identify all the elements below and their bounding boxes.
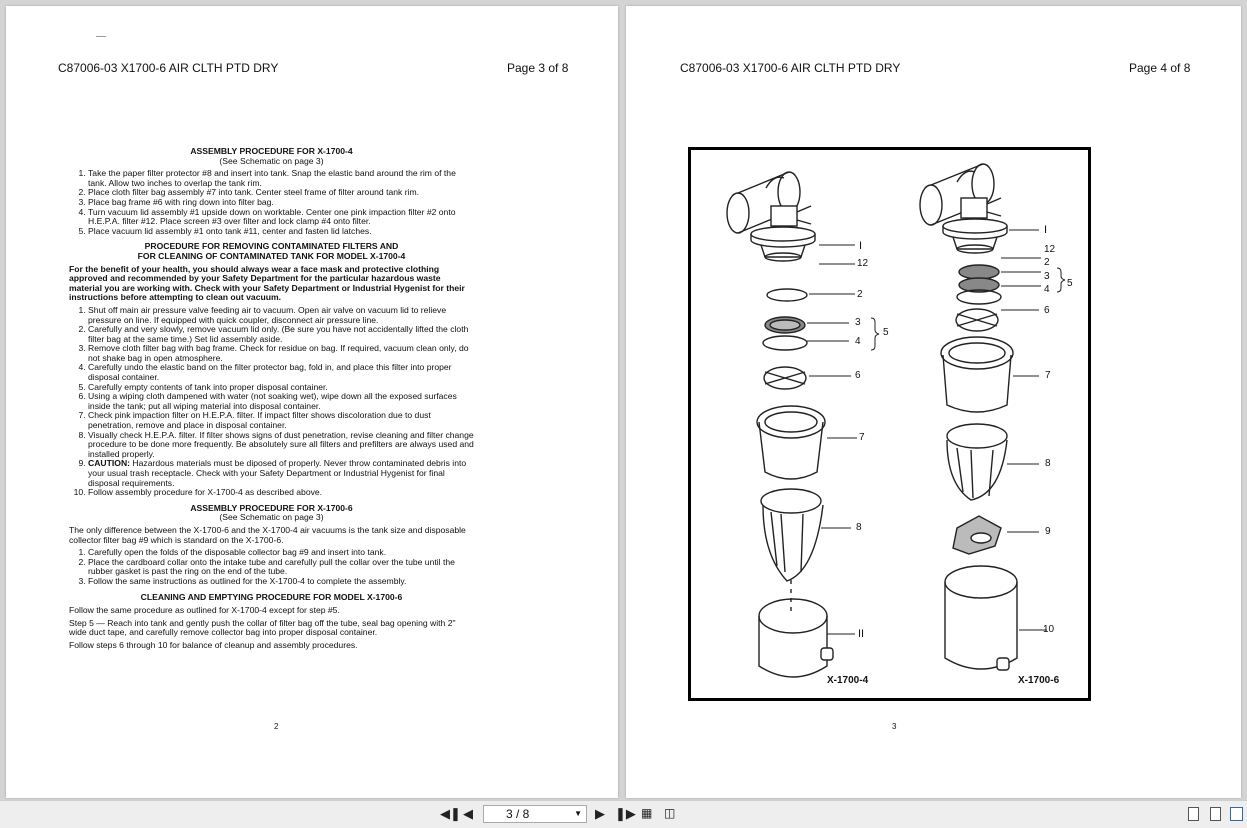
part-label-1-right: I bbox=[1044, 224, 1048, 236]
first-page-icon[interactable]: ◀❚ bbox=[440, 806, 461, 821]
list-item: 5. Carefully empty contents of tank into proper disposal container. bbox=[88, 383, 474, 393]
section-title: CLEANING AND EMPTYING PROCEDURE FOR MODEL X-1700-6 bbox=[140, 591, 403, 602]
model-label-left: X-1700-4 bbox=[827, 675, 869, 686]
vacuum-lid-assembly-right bbox=[920, 164, 1007, 253]
vacuum-lid-assembly-left bbox=[727, 172, 815, 261]
section-title: FOR CLEANING OF CONTAMINATED TANK FOR MODEL X-1700-4 bbox=[137, 250, 406, 261]
filter-protector-right bbox=[947, 424, 1007, 500]
caution-text: Hazardous materials must be diposed of properly. Never throw contaminated debris into your usual trash receptacle. Check with your Safety Department or Industrial Hygenist for final disposal requirements. bbox=[88, 458, 467, 488]
page-header-title: C87006-03 X1700-6 AIR CLTH PTD DRY bbox=[58, 61, 279, 75]
page-header-number: Page 3 of 8 bbox=[507, 61, 569, 75]
paragraph: Step 5 — Reach into tank and gently push the collar of filter bag off the tube, seal bag opening with 2" wide duct tape, and carefully remove collector bag into proper disposal container. bbox=[69, 617, 456, 638]
last-page-icon[interactable]: ❚▶ bbox=[615, 806, 636, 821]
assembly-steps-list-6 bbox=[69, 548, 474, 586]
paragraph: Follow the same procedure as outlined for X-1700-4 except for step #5. bbox=[69, 605, 340, 616]
section-title: ASSEMBLY PROCEDURE FOR X-1700-4 bbox=[190, 146, 353, 156]
part-label-2-left: 2 bbox=[857, 289, 863, 300]
page-body bbox=[69, 147, 474, 654]
part-label-12-left: 12 bbox=[857, 258, 869, 269]
part-label-5-left: 5 bbox=[883, 327, 889, 338]
viewer-toolbar bbox=[0, 800, 1247, 828]
part-label-11-left: II bbox=[858, 628, 865, 640]
section-title: ASSEMBLY PROCEDURE FOR X-1700-6 bbox=[190, 502, 353, 513]
page-select[interactable] bbox=[483, 805, 587, 823]
list-item: 1. Shut off main air pressure valve feeding air to vacuum. Open air valve on vacuum lid to relieve pressure on line. If equipped with quick coupler, disconnect air pressure line. bbox=[88, 306, 474, 325]
list-item: 3. Remove cloth filter bag with bag frame. Check for residue on bag. If required, vacuum clean only, do not shake bag in open atmosphere. bbox=[88, 344, 474, 363]
part-label-6-right: 6 bbox=[1044, 305, 1050, 316]
part-label-8-right: 8 bbox=[1045, 458, 1051, 469]
part-label-2-right: 2 bbox=[1044, 257, 1050, 268]
list-item: 3. Place bag frame #6 with ring down into filter bag. bbox=[88, 198, 474, 208]
list-item: 2. Place the cardboard collar onto the intake tube and carefully pull the collar over the tube until the rubber gasket is past the ring on the end of the tube. bbox=[88, 558, 474, 577]
part-label-1-left: I bbox=[859, 240, 863, 252]
section-subtitle: (See Schematic on page 3) bbox=[219, 155, 324, 166]
part-label-9-right: 9 bbox=[1045, 526, 1051, 537]
list-item: 5. Place vacuum lid assembly #1 onto tank #11, center and fasten lid latches. bbox=[88, 227, 474, 237]
list-item: 4. Carefully undo the elastic band on the filter protector bag, fold in, and place this filter into proper disposal container. bbox=[88, 363, 474, 382]
facing-pages-icon[interactable] bbox=[1230, 807, 1243, 821]
list-item: 2. Carefully and very slowly, remove vacuum lid only. (Be sure you have not accidentally lifted the cloth filter bag at the same time.) Set lid assembly aside. bbox=[88, 325, 474, 344]
list-item: 8. Visually check H.E.P.A. filter. If filter shows signs of dust penetration, revise cleaning and filter change procedure to be done more frequently. Be absolutely sure all filters and prefilters are always used and installed properly. bbox=[88, 431, 474, 460]
bag-frame-right bbox=[956, 309, 998, 331]
single-page-view-icon[interactable] bbox=[1188, 807, 1199, 821]
document-page-right bbox=[626, 6, 1241, 798]
schematic-drawing bbox=[691, 150, 1088, 698]
model-label-right: X-1700-6 bbox=[1018, 675, 1060, 686]
prev-page-icon[interactable]: ◀ bbox=[463, 806, 473, 821]
two-page-view-icon[interactable]: ◫ bbox=[664, 806, 676, 820]
disposable-bag-right bbox=[953, 516, 1001, 554]
section-subtitle: (See Schematic on page 3) bbox=[219, 512, 324, 523]
next-page-icon[interactable]: ▶ bbox=[595, 806, 605, 821]
part-label-7-left: 7 bbox=[859, 432, 865, 443]
removal-steps-list bbox=[69, 306, 474, 498]
warning-paragraph: For the benefit of your health, you should always wear a face mask and protective clothing approved and recommended by your Safety Department for the particular hazardous waste material you are working with. Check with your Safety Department or Industrial Hygenist for their instructions before attempting to clean out vacuum. bbox=[69, 263, 465, 303]
part-label-3-left: 3 bbox=[855, 317, 861, 328]
section-title: PROCEDURE FOR REMOVING CONTAMINATED FILTERS AND bbox=[144, 241, 399, 252]
screen-left bbox=[765, 317, 805, 333]
part-label-4-left: 4 bbox=[855, 336, 861, 347]
list-item: 1. Carefully open the folds of the disposable collector bag #9 and insert into tank. bbox=[88, 548, 474, 558]
page-number: 3 bbox=[892, 722, 897, 731]
list-item: 2. Place cloth filter bag assembly #7 into tank. Center steel frame of filter around tank rim. bbox=[88, 188, 474, 198]
part-label-7-right: 7 bbox=[1045, 370, 1051, 381]
list-item: 3. Follow the same instructions as outlined for the X-1700-4 to complete the assembly. bbox=[88, 577, 474, 587]
cloth-filter-bag-left bbox=[757, 406, 825, 479]
thumbnails-icon[interactable]: ▦ bbox=[641, 806, 653, 820]
page-mark bbox=[96, 36, 106, 37]
list-item: 4. Turn vacuum lid assembly #1 upside down on worktable. Center one pink impaction filter #2 onto H.E.P.A. filter #12. Place screen #3 over filter and lock clamp #4 onto filter. bbox=[88, 208, 474, 227]
cloth-filter-bag-right bbox=[941, 337, 1013, 412]
part-label-10-right: 10 bbox=[1043, 624, 1055, 635]
continuous-view-icon[interactable] bbox=[1210, 807, 1221, 821]
list-item: 1. Take the paper filter protector #8 and insert into tank. Snap the elastic band around the rim of the tank. Allow two inches to overlap the tank rim. bbox=[88, 169, 474, 188]
page-header-number: Page 4 of 8 bbox=[1129, 61, 1191, 75]
part-label-8-left: 8 bbox=[856, 522, 862, 533]
part-label-5-right: 5 bbox=[1067, 278, 1073, 289]
chevron-down-icon: ▼ bbox=[574, 809, 582, 818]
list-item: 7. Check pink impaction filter on H.E.P.A. filter. If impact filter shows discoloration due to dust penetration, remove and place in disposal container. bbox=[88, 411, 474, 430]
tank-left bbox=[759, 599, 833, 677]
bag-frame-left bbox=[764, 367, 806, 389]
assembly-steps-list bbox=[69, 169, 474, 236]
exploded-schematic bbox=[688, 147, 1091, 701]
paragraph: Follow steps 6 through 10 for balance of cleanup and assembly procedures. bbox=[69, 639, 358, 650]
document-page-left bbox=[6, 6, 618, 798]
page-number: 2 bbox=[274, 722, 279, 731]
impaction-filter-left bbox=[767, 289, 807, 301]
list-item: 6. Using a wiping cloth dampened with water (not soaking wet), wipe down all the exposed surfaces inside the tank; put all wiping material into disposal container. bbox=[88, 392, 474, 411]
list-item: 10. Follow assembly procedure for X-1700-4 as described above. bbox=[88, 488, 474, 498]
page-header-title: C87006-03 X1700-6 AIR CLTH PTD DRY bbox=[680, 61, 901, 75]
part-label-3-right: 3 bbox=[1044, 271, 1050, 282]
section-intro: The only difference between the X-1700-6 and the X-1700-4 air vacuums is the tank size and disposable collector filter bag #9 which is standard on the X-1700-6. bbox=[69, 524, 466, 545]
part-label-12-right: 12 bbox=[1044, 244, 1056, 255]
tank-right bbox=[945, 566, 1017, 670]
part-label-4-right: 4 bbox=[1044, 284, 1050, 295]
screen-right bbox=[957, 265, 1001, 304]
lock-clamp-left bbox=[763, 336, 807, 350]
caution-label: CAUTION: bbox=[88, 458, 131, 469]
part-label-6-left: 6 bbox=[855, 370, 861, 381]
page-indicator: 3 / 8 bbox=[506, 807, 530, 821]
filter-protector-left bbox=[761, 489, 823, 581]
list-item bbox=[88, 459, 474, 488]
